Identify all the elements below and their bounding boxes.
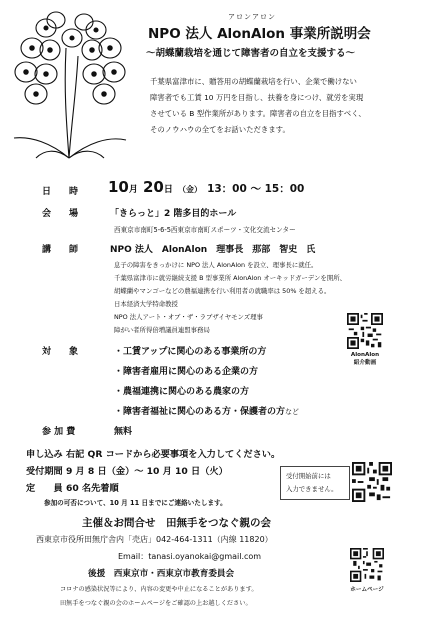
venue-address: 西東京市南町5-6-5西東京市南町スポーツ・文化交流センター — [114, 226, 296, 234]
contact-phone: 西東京市役所田無庁舎内「売店」042-464-1311（内線 11820） — [36, 535, 273, 544]
title-ruby: アロンアロン — [228, 13, 276, 21]
qr-video-caption — [340, 352, 390, 366]
event-title: NPO 法人 AlonAlon 事業所説明会 — [148, 26, 371, 42]
contact-email[interactable]: Email：tanasi.oyanokai@gmail.com — [118, 552, 262, 561]
fee-value: 無料 — [114, 427, 133, 437]
datetime-label: 日 時 — [42, 187, 79, 197]
audience-suffix: など — [285, 408, 300, 416]
audience-item: ・障害者雇用に関心のある企業の方 — [114, 367, 259, 377]
qr-code-application[interactable] — [352, 462, 392, 502]
bio-line: 息子の障害をきっかけに NPO 法人 AlonAlon を設立、理事長に就任。 — [114, 261, 318, 269]
date-month: 10 — [108, 178, 129, 196]
bio-line: 千葉県富津市に就労継続支援 B 型事業所 AlonAlon オーキッドガーデンを開所、 — [114, 274, 346, 282]
audience-item: ・農福連携に関心のある農家の方 — [114, 387, 250, 397]
fee-label: 参 加 費 — [42, 427, 76, 437]
intro-line: そのノウハウの全てをお話いただきます。 — [150, 125, 290, 134]
footnote: 田無手をつなぐ親の会のホームページをご確認の上お越しください。 — [60, 600, 252, 607]
date-month-unit: 月 — [128, 185, 138, 195]
intro-text — [150, 74, 430, 138]
intro-line: 千葉県富津市に、贈答用の胡蝶蘭栽培を行い、企業で働けない — [150, 77, 357, 86]
qr-video-caption-line: AlonAlon — [350, 352, 380, 358]
application-period: 受付期間 9 月 8 日（金）～ 10 月 10 日（火） — [26, 466, 228, 477]
bio-line: 日本経済大学特命教授 — [114, 300, 178, 308]
application-line: 申し込み 右記 QR コードから必要事項を入力してください。 — [26, 449, 281, 460]
application-note: 参加の可否について、10 月 11 日までにご連絡いたします。 — [44, 499, 227, 507]
intro-line: 障害者でも工賃 10 万円を目指し、扶養を身につけ、就労を実現 — [150, 93, 364, 102]
application-capacity: 定 員 60 名先着順 — [26, 483, 119, 494]
qr-code-homepage[interactable] — [350, 548, 384, 582]
audience-label: 対 象 — [42, 347, 79, 357]
date-time: 13：00 ～ 15：00 — [207, 183, 305, 195]
footnote: コロナの感染状況等により、内容の変更や中止になることがあります。 — [60, 586, 258, 593]
date-day: 20 — [142, 178, 164, 196]
lecturer-name: NPO 法人 AlonAlon 理事長 那部 智史 氏 — [110, 245, 316, 255]
intro-line: させている B 型作業所があります。障害者の自立を目指すべく、 — [150, 109, 366, 118]
bio-line: 胡蝶蘭やマンゴーなどの農福連携を行い利用者の就職率は 50% を超える。 — [114, 287, 331, 295]
notice-box — [280, 466, 350, 500]
venue-name: 「きらっと」2 階多目的ホール — [110, 209, 237, 219]
bio-line: NPO 法人アート・オブ・ザ・ラブザイヤモンズ理事 — [114, 313, 263, 321]
audience-item-last — [114, 404, 299, 417]
qr-code-video[interactable] — [347, 313, 383, 349]
datetime-value — [108, 177, 304, 196]
audience-item: ・工賃アップに関心のある事業所の方 — [114, 347, 267, 357]
bio-line: 障がい者所得倍増議員連盟事務局 — [114, 326, 210, 334]
event-subtitle: ～胡蝶蘭栽培を通じて障害者の自立を支援する～ — [146, 48, 356, 59]
contact-heading: 主催＆お問合せ 田無手をつなぐ親の会 — [82, 517, 271, 529]
date-weekday: （金） — [177, 185, 202, 194]
notice-line: 入力できません。 — [286, 485, 338, 493]
orchid-illustration — [6, 8, 132, 160]
date-day-unit: 日 — [163, 185, 173, 195]
audience-item: ・障害者福祉に関心のある方・保護者の方 — [114, 407, 286, 417]
notice-line: 受付開始前には — [286, 472, 331, 480]
lecturer-label: 講 師 — [42, 245, 79, 255]
qr-homepage-caption: ホームページ — [350, 587, 384, 593]
venue-label: 会 場 — [42, 209, 79, 219]
support-line: 後援 西東京市・西東京市教育委員会 — [88, 569, 235, 579]
lecturer-bio — [114, 259, 346, 337]
qr-video-caption-line: 紹介動画 — [353, 360, 377, 366]
